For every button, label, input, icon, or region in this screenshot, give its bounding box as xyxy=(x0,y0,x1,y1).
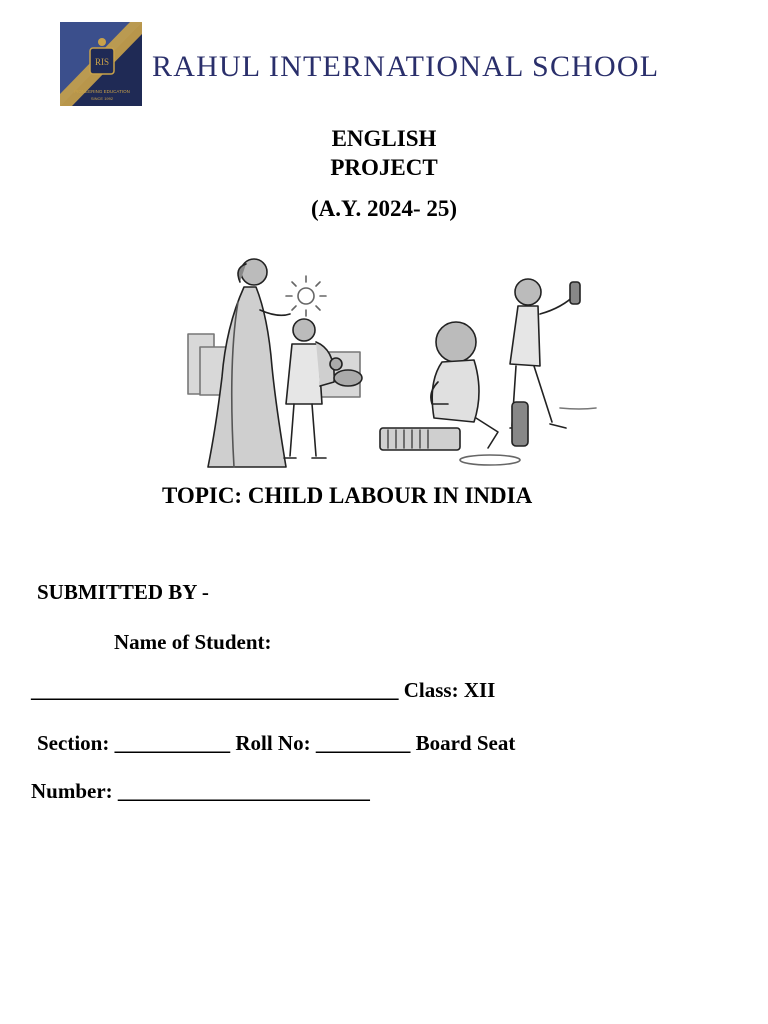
name-line-and-class: ___________________________________ Class: XII xyxy=(31,678,496,702)
child-labour-illustration xyxy=(180,252,600,474)
logo-since: SINCE 1992 xyxy=(90,96,114,101)
submitted-by-label: SUBMITTED BY - xyxy=(37,580,209,604)
student-name-label: Name of Student: xyxy=(114,630,272,654)
project-topic: TOPIC: CHILD LABOUR IN INDIA xyxy=(162,483,533,508)
logo-motto: PIONEERING EDUCATION xyxy=(74,89,130,94)
academic-year: (A.Y. 2024- 25) xyxy=(310,196,458,221)
logo-monogram: RIS xyxy=(94,57,110,67)
section-roll-board-line: Section: ___________ Roll No: _________ Board Seat xyxy=(37,731,516,755)
board-seat-number-line: Number: ________________________ xyxy=(31,779,370,803)
school-name: RAHUL INTERNATIONAL SCHOOL xyxy=(152,50,660,83)
subject-title: ENGLISH xyxy=(331,126,437,151)
project-title: PROJECT xyxy=(330,155,438,180)
school-logo xyxy=(60,22,142,106)
